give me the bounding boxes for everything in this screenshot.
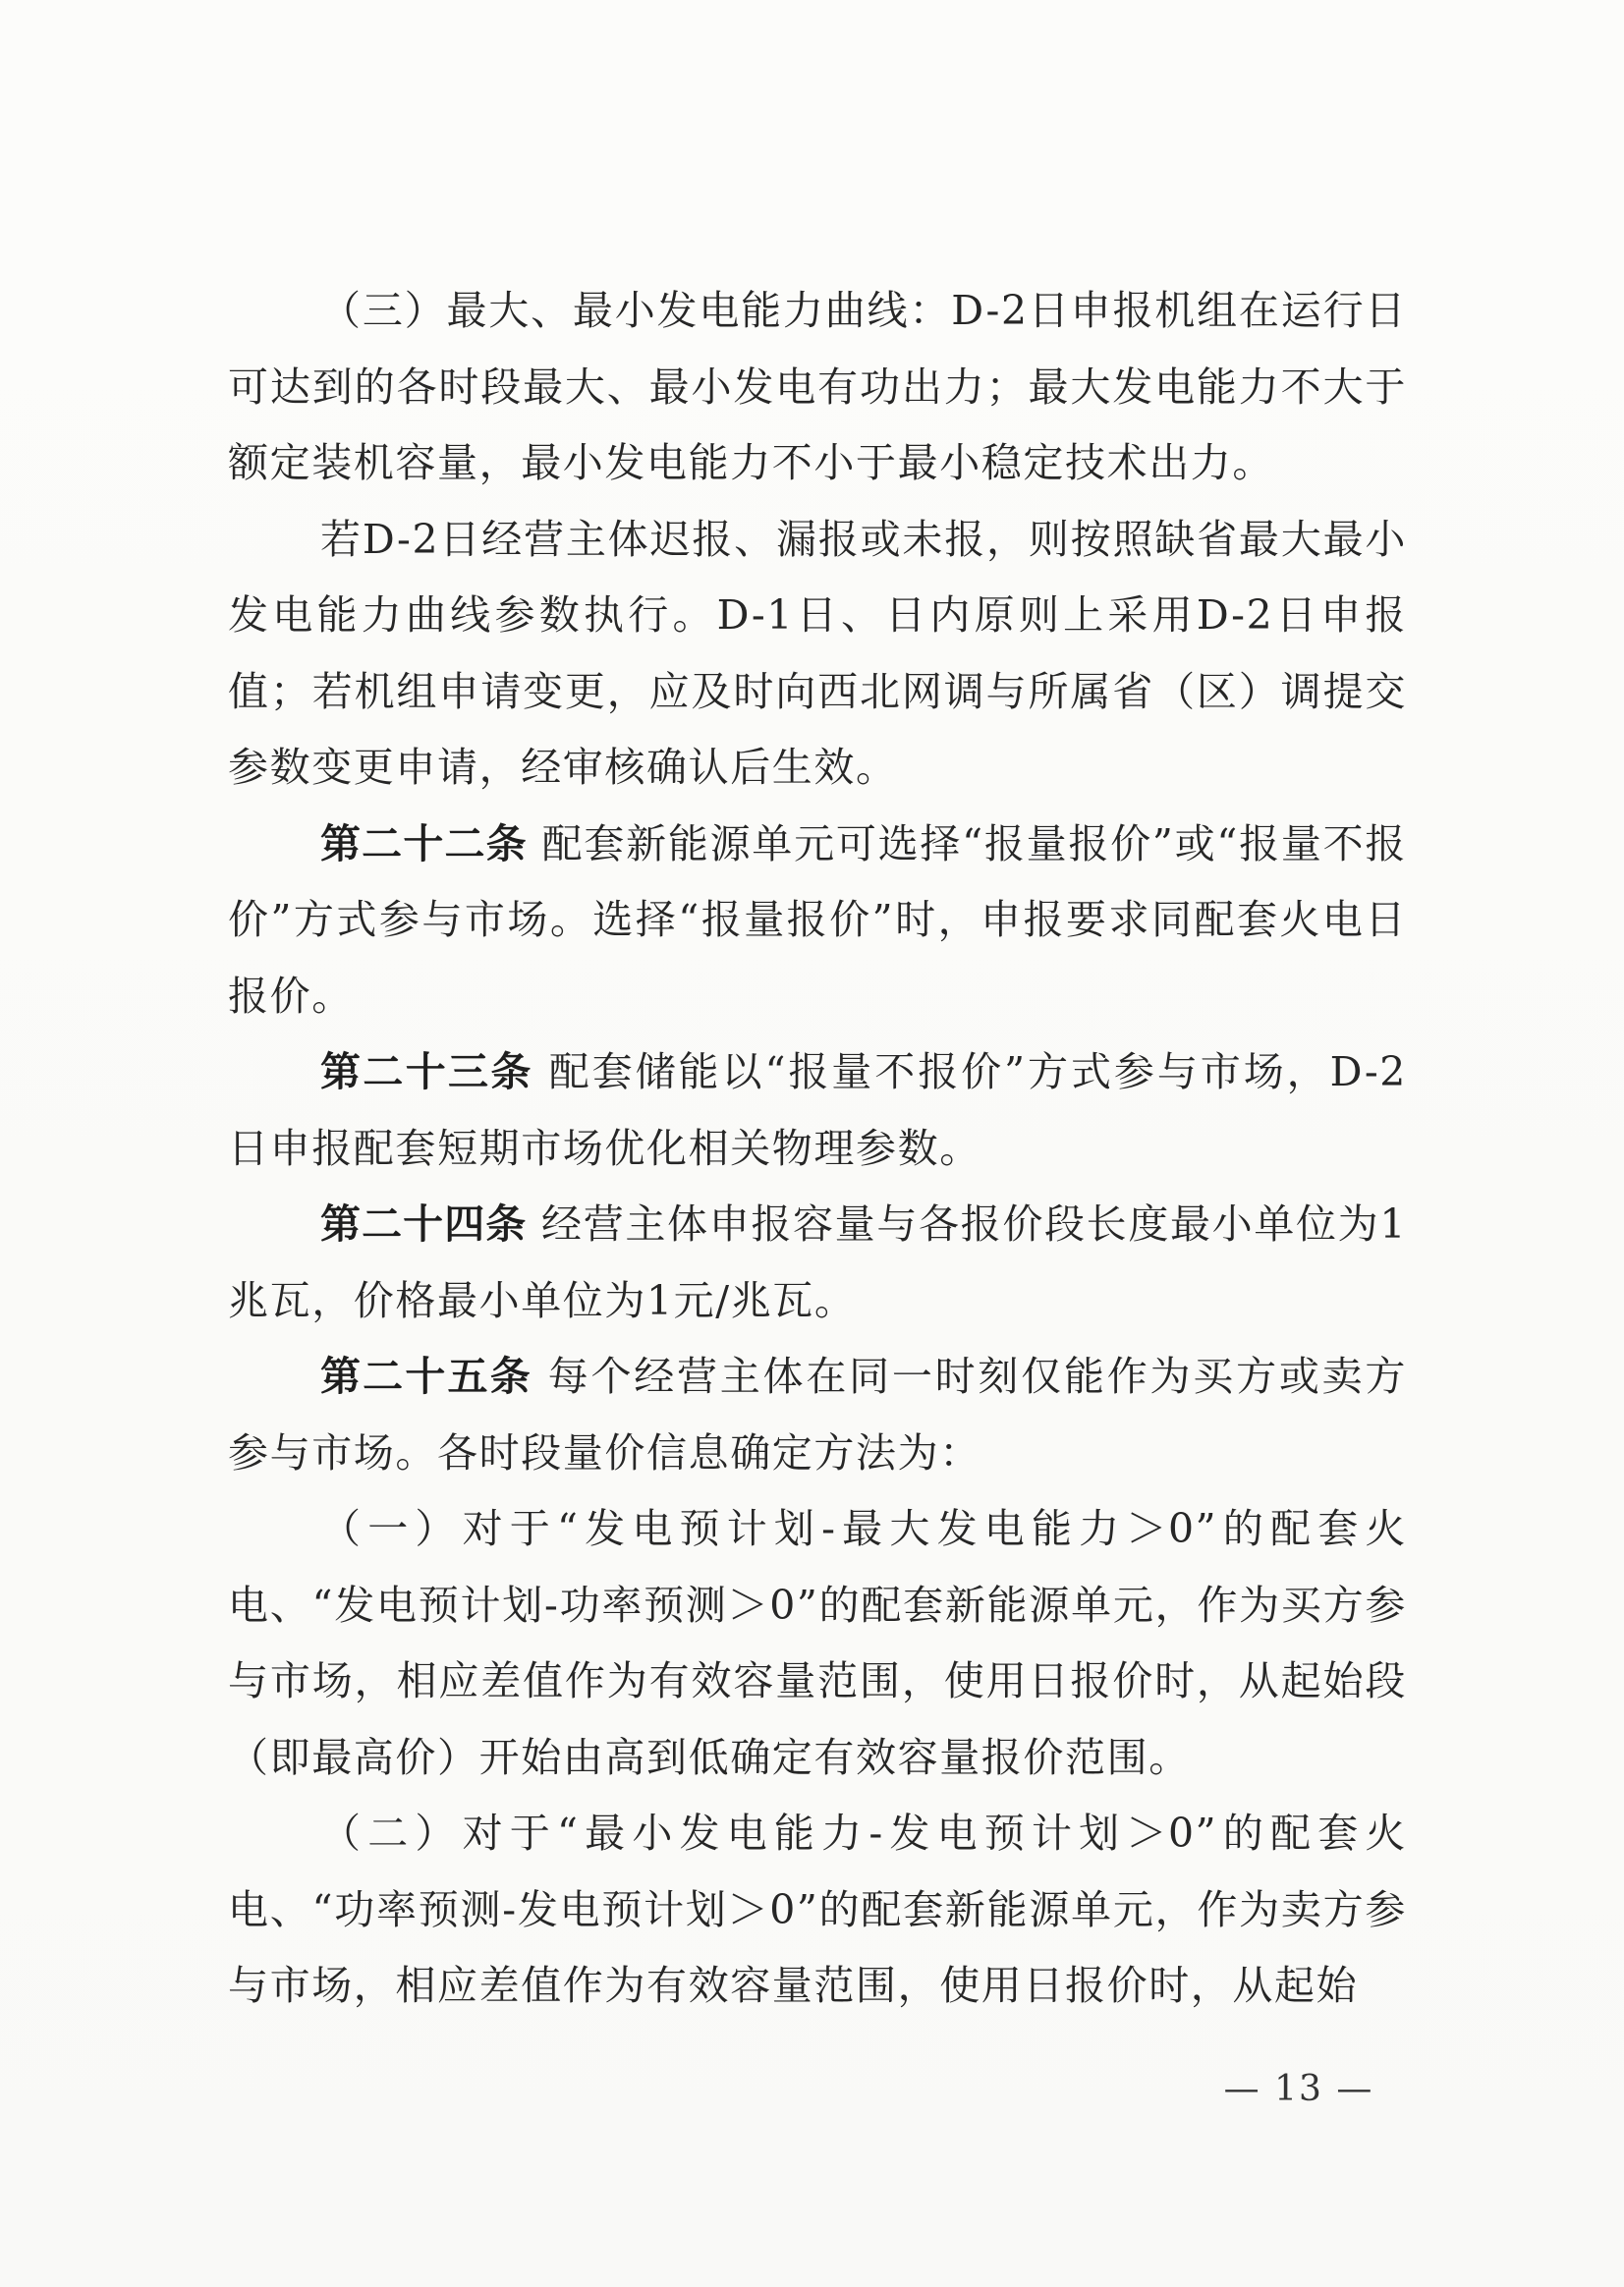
article-25 — [228, 1339, 1407, 1491]
paragraph-text: （二）对于“最小发电能力-发电预计划＞0”的配套火电、“功率预测-发电预计划＞0”的配套新能源单元，作为卖方参与市场，相应差值作为有效容量范围，使用日报价时，从起始 — [228, 1810, 1407, 2009]
article-text: 经营主体申报容量与各报价段长度最小单位为1兆瓦，价格最小单位为1元/兆瓦。 — [228, 1200, 1408, 1324]
article-heading: 第二十四条 — [320, 1200, 528, 1248]
article-24 — [228, 1187, 1407, 1339]
article-text: 配套新能源单元可选择“报量报价”或“报量不报价”方式参与市场。选择“报量报价”时，申报要求同配套火电日报价。 — [228, 819, 1407, 1020]
page-number: — 13 — — [1223, 2069, 1374, 2109]
paragraph-late-report — [228, 502, 1407, 807]
article-text: 配套储能以“报量不报价”方式参与市场，D-2日申报配套短期市场优化相关物理参数。 — [228, 1048, 1407, 1172]
document-body — [228, 273, 1407, 2025]
paragraph-seller-rule — [228, 1796, 1407, 2025]
article-22 — [228, 807, 1407, 1035]
article-23 — [228, 1034, 1407, 1187]
paragraph-buyer-rule — [228, 1491, 1407, 1796]
article-heading: 第二十二条 — [320, 819, 528, 867]
paragraph-max-min-capacity — [228, 273, 1407, 502]
article-heading: 第二十三条 — [320, 1048, 533, 1095]
article-heading: 第二十五条 — [320, 1353, 532, 1400]
paragraph-text: （三）最大、最小发电能力曲线：D-2日申报机组在运行日可达到的各时段最大、最小发电有功出力；最大发电能力不大于额定装机容量，最小发电能力不小于最小稳定技术出力。 — [228, 287, 1407, 486]
article-text: 每个经营主体在同一时刻仅能作为买方或卖方参与市场。各时段量价信息确定方法为： — [228, 1353, 1407, 1477]
paragraph-text: 若D-2日经营主体迟报、漏报或未报，则按照缺省最大最小发电能力曲线参数执行。D-1日、日内原则上采用D-2日申报值；若机组申请变更，应及时向西北网调与所属省（区）调提交参数变更申请，经审核确认后生效。 — [228, 515, 1407, 791]
paragraph-text: （一）对于“发电预计划-最大发电能力＞0”的配套火电、“发电预计划-功率预测＞0”的配套新能源单元，作为买方参与市场，相应差值作为有效容量范围，使用日报价时，从起始段（即最高价）开始由高到低确定有效容量报价范围。 — [228, 1505, 1407, 1781]
